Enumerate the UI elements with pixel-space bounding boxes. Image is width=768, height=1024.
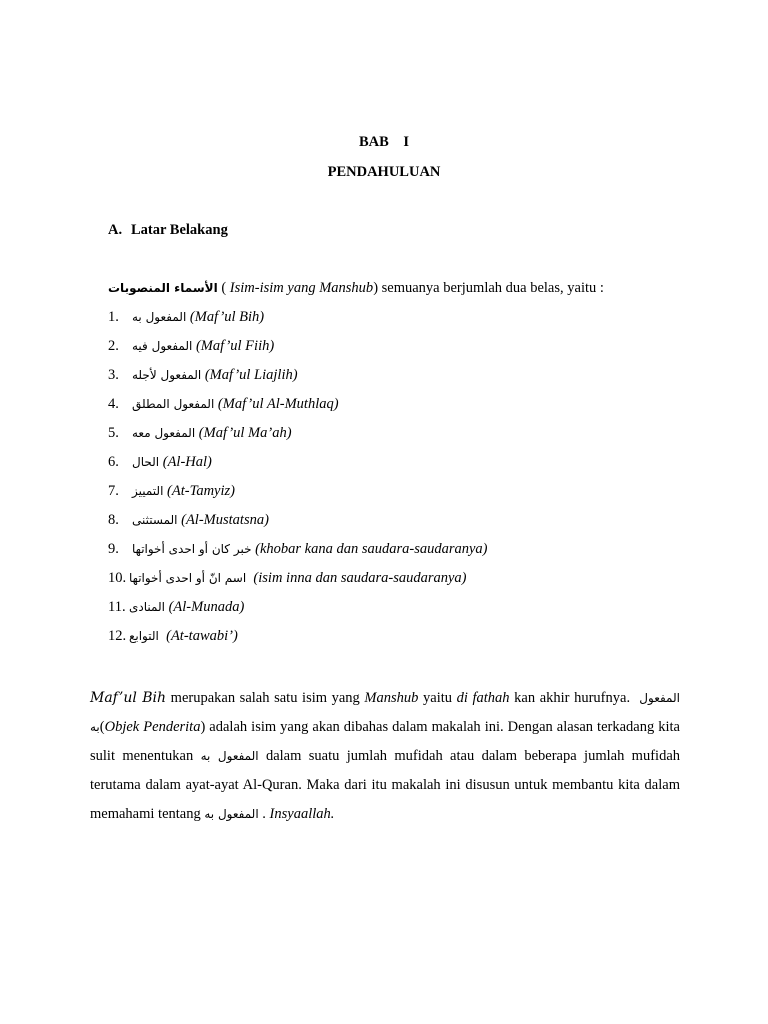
list-item (108, 337, 488, 366)
paragraph-closing: Insyaallah. (269, 806, 335, 822)
list-item-number: 2. (108, 338, 119, 354)
list-item (108, 366, 488, 395)
list-item-latin: (khobar kana dan saudara-saudaranya) (251, 541, 488, 557)
section-letter: A. (108, 222, 123, 238)
list-item-number: 7. (108, 483, 119, 499)
list-item-number: 12. (108, 628, 127, 644)
list-item-latin: (Maf’ul Fiih) (192, 338, 275, 354)
chapter-title: PENDAHULUAN (327, 164, 441, 180)
body-paragraph (90, 684, 680, 829)
list-item-number: 6. (108, 454, 119, 470)
list-item-latin: (Maf’ul Al-Muthlaq) (214, 396, 339, 412)
paragraph-text: yaitu (418, 690, 457, 706)
intro-line (108, 280, 604, 297)
list-item-arabic: المفعول معه (132, 426, 196, 440)
list-item-arabic: التوابع (129, 629, 159, 643)
list-item-latin: (Maf’ul Bih) (186, 309, 265, 325)
list-item-arabic: اسم انّ أو احدى أخواتها (129, 571, 247, 585)
paragraph-term-manshub: Manshub (364, 690, 419, 706)
list-item-arabic: المفعول المطلق (132, 397, 215, 411)
list-item (108, 395, 488, 424)
list-item-arabic: المفعول فيه (132, 339, 193, 353)
list-item-number: 1. (108, 309, 119, 325)
list-item (108, 627, 488, 656)
list-item-latin: (Al-Hal) (159, 454, 212, 470)
list-item-arabic: المفعول به (132, 310, 187, 324)
paragraph-term-fathah: di fathah (456, 690, 510, 706)
section-title: Latar Belakang (131, 222, 228, 238)
list-item-arabic: المستثنى (132, 513, 178, 527)
list-item-latin: (Al-Mustatsna) (177, 512, 269, 528)
intro-italic-term: Isim-isim yang Manshub (229, 280, 374, 296)
list-item (108, 453, 488, 482)
intro-arabic-term: الأسماء المنصوبات (108, 281, 218, 295)
list-item-latin: (isim inna dan saudara-saudaranya) (246, 570, 467, 586)
list-item-number: 5. (108, 425, 119, 441)
list-item-arabic: الحال (132, 455, 160, 469)
list-item (108, 482, 488, 511)
list-item-latin: (Maf’ul Ma’ah) (195, 425, 292, 441)
list-item-latin: (At-tawabi’) (158, 628, 238, 644)
list-item (108, 308, 488, 337)
list-item (108, 424, 488, 453)
list-item-number: 3. (108, 367, 119, 383)
list-item-arabic: التمييز (132, 484, 164, 498)
paragraph-term-mafulbih: Maf’ul Bih (90, 690, 167, 706)
list-item (108, 540, 488, 569)
list-item-number: 8. (108, 512, 119, 528)
paragraph-arabic-term: المفعول به (204, 807, 259, 821)
paragraph-text: ) adalah isim yang akan dibahas dalam makalah ini. Dengan alasan terkadang kita sulit menentukan (90, 719, 680, 764)
list-item-number: 4. (108, 396, 119, 412)
list-item-arabic: المفعول لأجله (132, 368, 202, 382)
list-item-latin: (Al-Munada) (164, 599, 245, 615)
paragraph-text: . (258, 806, 270, 822)
list-item (108, 511, 488, 540)
paragraph-term-objek: Objek Penderita (104, 719, 201, 735)
paragraph-text: ( (99, 719, 105, 735)
list-item-arabic: المنادى (129, 600, 165, 614)
list-item-number: 11. (108, 599, 126, 615)
list-item-number: 10. (108, 570, 127, 586)
paragraph-text: dalam suatu jumlah mufidah atau dalam beberapa jumlah mufidah terutama dalam ayat-ayat Al-Quran. Maka dari itu makalah ini disusun untuk membantu kita dalam memahami tentang (90, 748, 681, 822)
intro-rest: ) semuanya berjumlah dua belas, yaitu : (373, 280, 604, 296)
paragraph-arabic-term: المفعول به (90, 691, 680, 734)
paragraph-arabic-term: المفعول به (200, 749, 259, 763)
paragraph-text: merupakan salah satu isim yang (166, 690, 365, 706)
mansubat-list (108, 308, 488, 656)
list-item-number: 9. (108, 541, 119, 557)
list-item-arabic: خبر كان أو احدى أخواتها (132, 542, 252, 556)
intro-open: ( (217, 280, 230, 296)
section-heading (108, 222, 228, 239)
list-item (108, 598, 488, 627)
list-item (108, 569, 488, 598)
list-item-latin: (Maf’ul Liajlih) (201, 367, 298, 383)
chapter-number: BAB I (359, 134, 409, 150)
list-item-latin: (At-Tamyiz) (163, 483, 235, 499)
paragraph-text: kan akhir hurufnya. (509, 690, 640, 706)
